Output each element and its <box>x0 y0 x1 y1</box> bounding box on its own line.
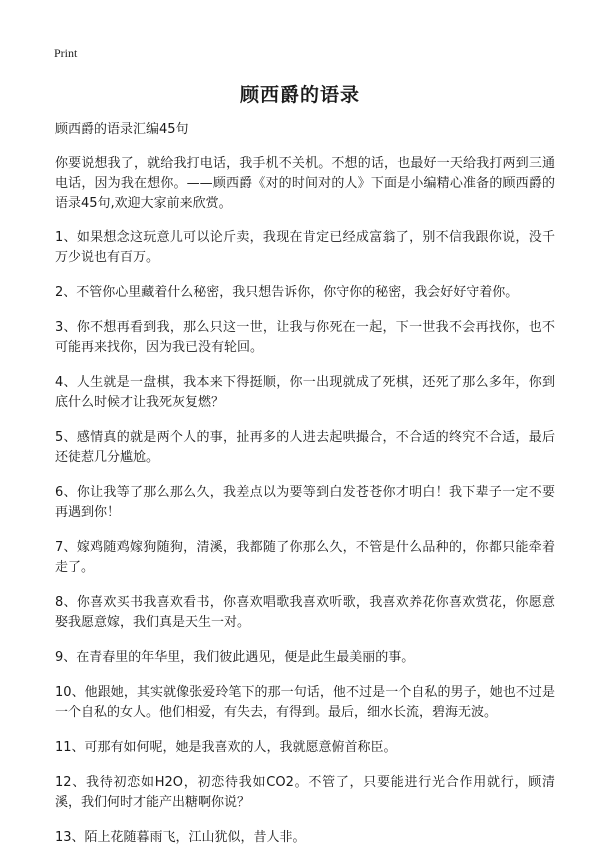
quote-paragraph: 10、他跟她，其实就像张爱玲笔下的那一句话，他不过是一个自私的男子，她也不过是一个自私的女人。他们相爱，有失去，有得到。最后，细水长流，碧海无波。 <box>55 685 555 720</box>
page-title: 顾西爵的语录 <box>239 84 360 106</box>
quote-paragraph: 13、陌上花随暮雨飞，江山犹似，昔人非。 <box>55 830 306 845</box>
quote-paragraph: 4、人生就是一盘棋，我本来下得挺顺，你一出现就成了死棋，还死了那么多年，你到底什么时候才让我死灰复燃？ <box>55 375 555 410</box>
quote-paragraph: 5、感情真的就是两个人的事，扯再多的人进去起哄撮合，不合适的终究不合适，最后还徒惹几分尴尬。 <box>55 430 555 465</box>
print-link[interactable]: Print <box>54 46 78 60</box>
quote-paragraph: 6、你让我等了那么那么久，我差点以为要等到白发苍苍你才明白！我下辈子一定不要再遇到你！ <box>55 485 555 520</box>
quote-paragraph: 2、不管你心里藏着什么秘密，我只想告诉你，你守你的秘密，我会好好守着你。 <box>55 285 519 300</box>
quote-paragraph: 12、我待初恋如H2O，初恋待我如CO2。不管了，只要能进行光合作用就行，顾清溪，我们何时才能产出糖啊你说？ <box>55 775 555 810</box>
quote-paragraph: 1、如果想念这玩意儿可以论斤卖，我现在肯定已经成富翁了，别不信我跟你说，没千万少说也有百万。 <box>55 230 555 265</box>
quote-paragraph: 8、你喜欢买书我喜欢看书，你喜欢唱歌我喜欢听歌，我喜欢养花你喜欢赏花，你愿意娶我愿意嫁，我们真是天生一对。 <box>55 595 555 630</box>
article-body <box>55 120 555 863</box>
intro-paragraph: 你要说想我了，就给我打电话，我手机不关机。不想的话，也最好一天给我打两到三通电话，因为我在想你。——顾西爵《对的时间对的人》下面是小编精心准备的顾西爵的语录45句,欢迎大家前来欣赏。 <box>55 156 555 211</box>
quote-paragraph: 7、嫁鸡随鸡嫁狗随狗，清溪，我都随了你那么久，不管是什么品种的，你都只能牵着走了。 <box>55 540 555 575</box>
quote-paragraph: 11、可那有如何呢，她是我喜欢的人，我就愿意俯首称臣。 <box>55 740 397 755</box>
quote-paragraph: 3、你不想再看到我，那么只这一世，让我与你死在一起，下一世我不会再找你，也不可能再来找你，因为我已没有轮回。 <box>55 320 555 355</box>
article-subtitle: 顾西爵的语录汇编45句 <box>55 122 189 137</box>
quote-paragraph: 9、在青春里的年华里，我们彼此遇见，便是此生最美丽的事。 <box>55 650 415 665</box>
